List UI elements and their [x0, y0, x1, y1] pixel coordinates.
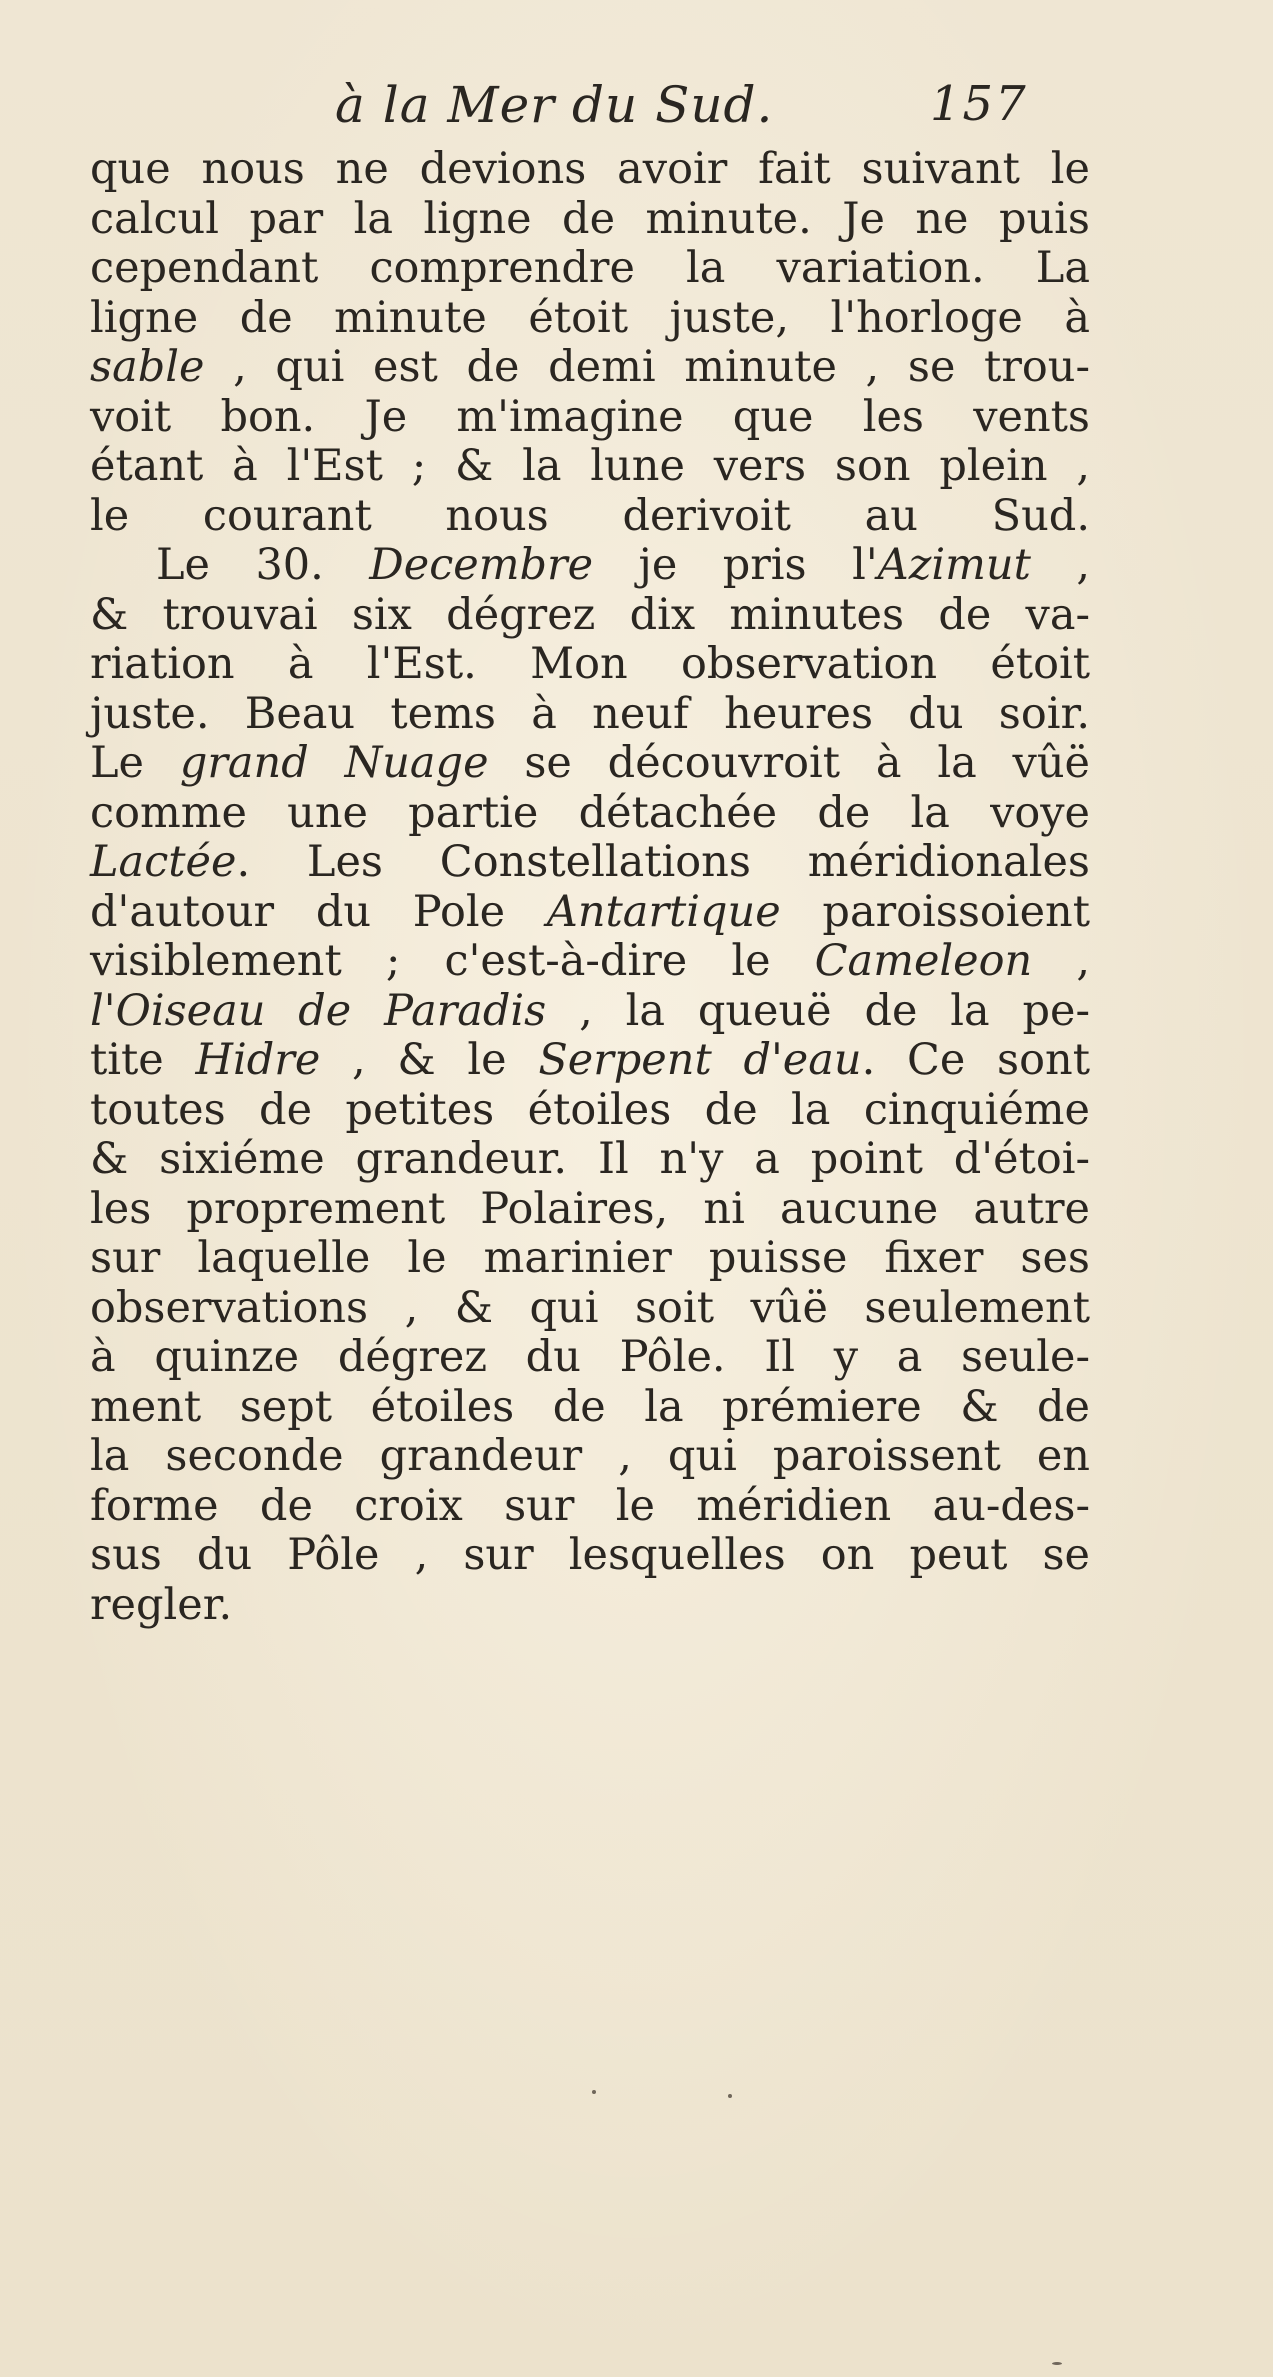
running-head-title: à la Mer du Sud. [335, 76, 774, 134]
text-segment: sur laquelle le marinier puisse fixer ses [90, 1233, 1090, 1283]
text-segment: & sixiéme grandeur. Il n'y a point d'étoi- [90, 1134, 1090, 1184]
text-segment: calcul par la ligne de minute. Je ne puis [90, 193, 1090, 244]
text-segment: riation à l'Est. Mon observation étoit [90, 639, 1090, 689]
text-segment: Le [90, 738, 180, 788]
text-segment: regler. [90, 1579, 233, 1630]
italic-phrase: Antartique [546, 886, 781, 937]
text-segment: . Les Constellations méridionales [236, 837, 1090, 887]
text-segment: étant à l'Est ; & la lune vers son plein , [90, 441, 1090, 491]
text-line [90, 541, 1090, 591]
text-segment: , [1030, 540, 1090, 590]
text-line [90, 393, 1090, 443]
text-line [90, 987, 1090, 1037]
text-line [90, 690, 1090, 740]
text-segment: toutes de petites étoiles de la cinquiéme [90, 1084, 1090, 1135]
text-segment: sus du Pôle , sur lesquelles on peut se [90, 1530, 1090, 1580]
text-segment: , & le [320, 1035, 539, 1085]
text-segment: le courant nous derivoit au Sud. [90, 490, 1090, 541]
text-segment: visiblement ; c'est-à-dire le [90, 936, 815, 986]
text-segment: d'autour du Pole [90, 886, 547, 937]
text-segment: la seconde grandeur , qui paroissent en [90, 1431, 1090, 1481]
text-segment: ligne de minute étoit juste, l'horloge à [90, 292, 1090, 343]
text-line [90, 145, 1090, 195]
text-line [90, 442, 1090, 492]
text-segment: voit bon. Je m'imagine que les vents [90, 391, 1090, 442]
text-line [90, 195, 1090, 245]
text-line [90, 1383, 1090, 1433]
text-segment: & trouvai six dégrez dix minutes de va- [90, 589, 1090, 640]
text-segment: observations , & qui soit vûë seulement [90, 1282, 1090, 1333]
text-line [90, 294, 1090, 344]
text-segment: à quinze dégrez du Pôle. Il y a seule- [90, 1332, 1090, 1382]
italic-phrase: l'Oiseau de Paradis [90, 985, 547, 1036]
text-line [90, 789, 1090, 839]
text-segment: juste. Beau tems à neuf heures du soir. [90, 688, 1090, 739]
italic-phrase: Azimut [877, 540, 1031, 590]
text-segment: . Ce sont [861, 1035, 1090, 1085]
text-line [90, 1185, 1090, 1235]
text-line [90, 1482, 1090, 1532]
text-segment: tite [90, 1035, 196, 1085]
text-line [90, 1432, 1090, 1482]
text-segment: paroissoient [780, 886, 1090, 937]
page-number: 157 [930, 76, 1028, 132]
running-head [90, 66, 1090, 146]
text-line [90, 343, 1090, 393]
text-line [90, 492, 1090, 542]
text-line [90, 244, 1090, 294]
text-segment: , [1032, 936, 1090, 986]
text-line [90, 591, 1090, 641]
text-segment: , la queuë de la pe- [546, 985, 1090, 1036]
ink-speck [1052, 2362, 1062, 2365]
text-segment: les proprement Polaires, ni aucune autre [90, 1183, 1090, 1234]
text-line [90, 1333, 1090, 1383]
text-line [90, 838, 1090, 888]
italic-phrase: grand Nuage [179, 738, 489, 788]
text-line [90, 888, 1090, 938]
body-text [90, 145, 1090, 1630]
italic-phrase: sable [90, 342, 205, 392]
text-segment: , qui est de demi minute , se trou- [204, 342, 1090, 392]
text-line [90, 1284, 1090, 1334]
italic-phrase: Serpent d'eau [538, 1035, 862, 1085]
text-segment: cependant comprendre la variation. La [90, 243, 1090, 293]
text-line [90, 739, 1090, 789]
ink-speck [592, 2090, 596, 2094]
text-line [90, 1234, 1090, 1284]
text-line [90, 1135, 1090, 1185]
italic-phrase: Lactée [90, 837, 237, 887]
text-segment: ment sept étoiles de la prémiere & de [90, 1381, 1090, 1432]
italic-phrase: Cameleon [814, 936, 1033, 986]
text-segment: Le 30. [156, 540, 370, 590]
italic-phrase: Hidre [195, 1035, 321, 1085]
text-line [90, 1531, 1090, 1581]
text-segment: comme une partie détachée de la voye [90, 787, 1090, 838]
text-segment: forme de croix sur le méridien au-des- [90, 1480, 1090, 1531]
italic-phrase: Decembre [369, 540, 594, 590]
text-segment: que nous ne devions avoir fait suivant le [90, 144, 1090, 194]
text-segment: se découvroit à la vûë [488, 738, 1090, 788]
text-segment: je pris l' [593, 540, 878, 590]
text-line [90, 937, 1090, 987]
text-line [90, 1086, 1090, 1136]
text-line [90, 1581, 1090, 1631]
text-line [90, 1036, 1090, 1086]
text-line [90, 640, 1090, 690]
ink-speck [728, 2094, 732, 2098]
